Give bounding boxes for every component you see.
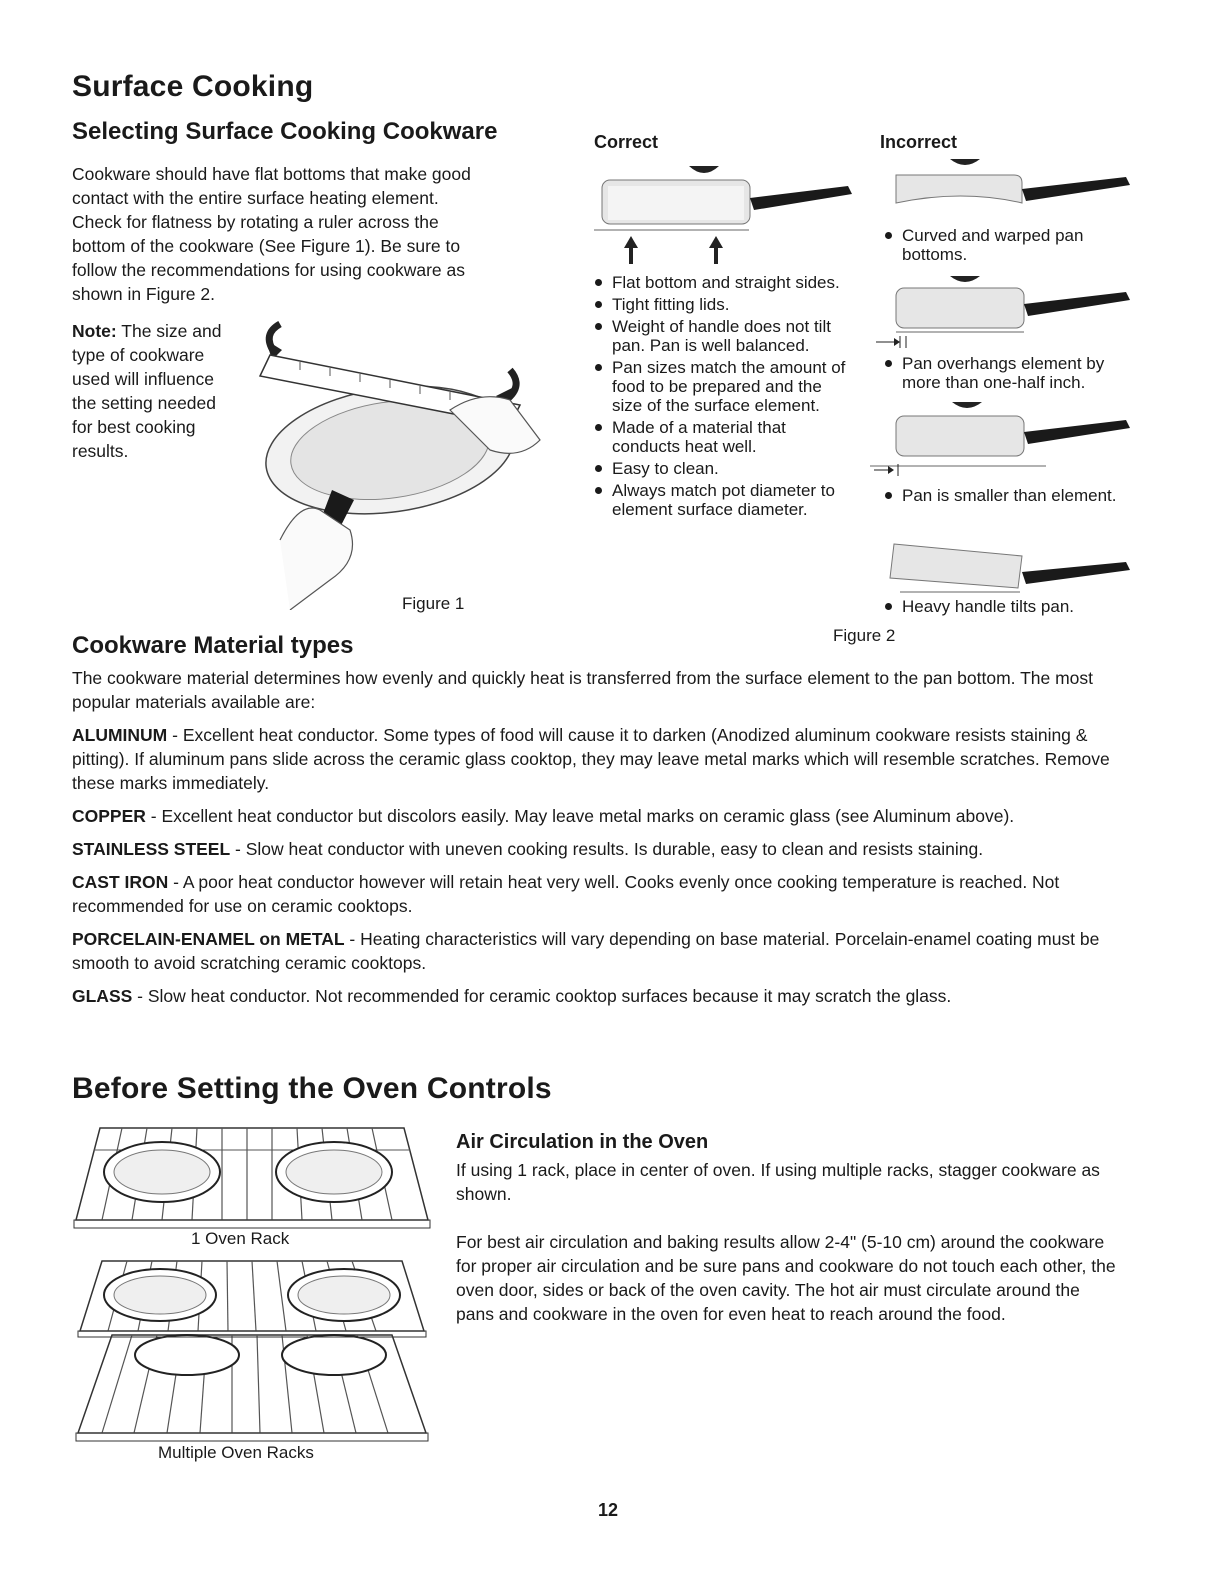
selecting-intro: Cookware should have flat bottoms that make good contact with the entire surface heating element. Check for flatness by rotating a ruler across the bottom of the cookware (See Figure 1). Be sure to follow the recommendations for using cookware as shown in Figure 2.	[72, 164, 471, 304]
correct-label: Correct	[594, 132, 659, 152]
incorrect-list-4	[882, 597, 1142, 619]
correct-pan-illustration	[594, 158, 864, 268]
material-aluminum: ALUMINUM - Excellent heat conductor. Some types of food will cause it to darken (Anodized aluminum cookware resists staining & pitting). If aluminum pans slide across the ceramic glass cooktop, they may leave metal marks which will resemble scratches. Remove these marks immediately.	[72, 725, 1110, 793]
materials-heading: Cookware Material types	[72, 632, 354, 659]
selecting-heading: Selecting Surface Cooking Cookware	[72, 118, 498, 145]
list-item: Weight of handle does not tilt pan. Pan is well balanced.	[592, 317, 852, 355]
list-item: Pan overhangs element by more than one-half inch.	[882, 354, 1142, 392]
note-block	[72, 319, 222, 463]
list-item: Flat bottom and straight sides.	[592, 273, 852, 292]
air-circulation-p1: If using 1 rack, place in center of oven. If using multiple racks, stagger cookware as shown.	[456, 1160, 1100, 1204]
page-title: Surface Cooking	[72, 70, 314, 103]
list-item: Heavy handle tilts pan.	[882, 597, 1142, 616]
list-item: Curved and warped pan bottoms.	[882, 226, 1142, 264]
note-text: The size and type of cookware used will influence the setting needed for best cooking results.	[72, 321, 222, 461]
one-rack-caption: 1 Oven Rack	[191, 1229, 290, 1248]
material-glass: GLASS - Slow heat conductor. Not recommended for ceramic cooktop surfaces because it may scratch the glass.	[72, 986, 952, 1006]
note-label: Note:	[72, 321, 117, 341]
air-circulation-p2: For best air circulation and baking results allow 2-4" (5-10 cm) around the cookware for proper air circulation and be sure pans and cookware do not touch each other, the oven door, sides or back of the oven cavity. The hot air must circulate around the pans and cookware in the oven for even heat to reach around the food.	[456, 1232, 1116, 1324]
figure2-caption: Figure 2	[833, 626, 896, 645]
warped-pan-illustration	[880, 155, 1140, 221]
material-porcelain-enamel: PORCELAIN-ENAMEL on METAL - Heating characteristics will vary depending on base material. Porcelain-enamel coating must be smooth to avoid scratching ceramic cooktops.	[72, 929, 1100, 973]
figure1-caption: Figure 1	[402, 594, 465, 613]
incorrect-label: Incorrect	[880, 132, 958, 152]
small-pan-illustration	[870, 398, 1140, 478]
list-item: Tight fitting lids.	[592, 295, 852, 314]
material-stainless-steel: STAINLESS STEEL - Slow heat conductor with uneven cooking results. Is durable, easy to clean and resists staining.	[72, 839, 984, 859]
oven-heading: Before Setting the Oven Controls	[72, 1072, 552, 1105]
one-rack-illustration	[72, 1124, 432, 1232]
material-copper: COPPER - Excellent heat conductor but discolors easily. May leave metal marks on ceramic glass (see Aluminum above).	[72, 806, 1015, 826]
list-item: Always match pot diameter to element surface diameter.	[592, 481, 852, 519]
multiple-racks-illustration	[72, 1255, 432, 1445]
list-item: Pan sizes match the amount of food to be prepared and the size of the surface element.	[592, 358, 852, 415]
page-number: 12	[598, 1500, 619, 1520]
materials-section	[72, 666, 1142, 1017]
list-item: Pan is smaller than element.	[882, 486, 1142, 505]
material-cast-iron: CAST IRON - A poor heat conductor however will retain heat very well. Cooks evenly once cooking temperature is reached. Not recommended for use on ceramic cooktops.	[72, 872, 1060, 916]
figure1-illustration	[220, 310, 550, 610]
incorrect-list-2	[882, 354, 1142, 395]
incorrect-list-3	[882, 486, 1142, 508]
multiple-racks-caption: Multiple Oven Racks	[158, 1443, 314, 1462]
correct-list	[592, 273, 852, 522]
air-circulation-heading: Air Circulation in the Oven	[456, 1131, 709, 1153]
list-item: Made of a material that conducts heat well.	[592, 418, 852, 456]
list-item: Easy to clean.	[592, 459, 852, 478]
materials-intro: The cookware material determines how evenly and quickly heat is transferred from the surface element to the pan bottom. The most popular materials available are:	[72, 668, 1094, 712]
tilted-pan-illustration	[880, 538, 1140, 598]
incorrect-list-1	[882, 226, 1142, 267]
overhang-pan-illustration	[870, 270, 1140, 350]
